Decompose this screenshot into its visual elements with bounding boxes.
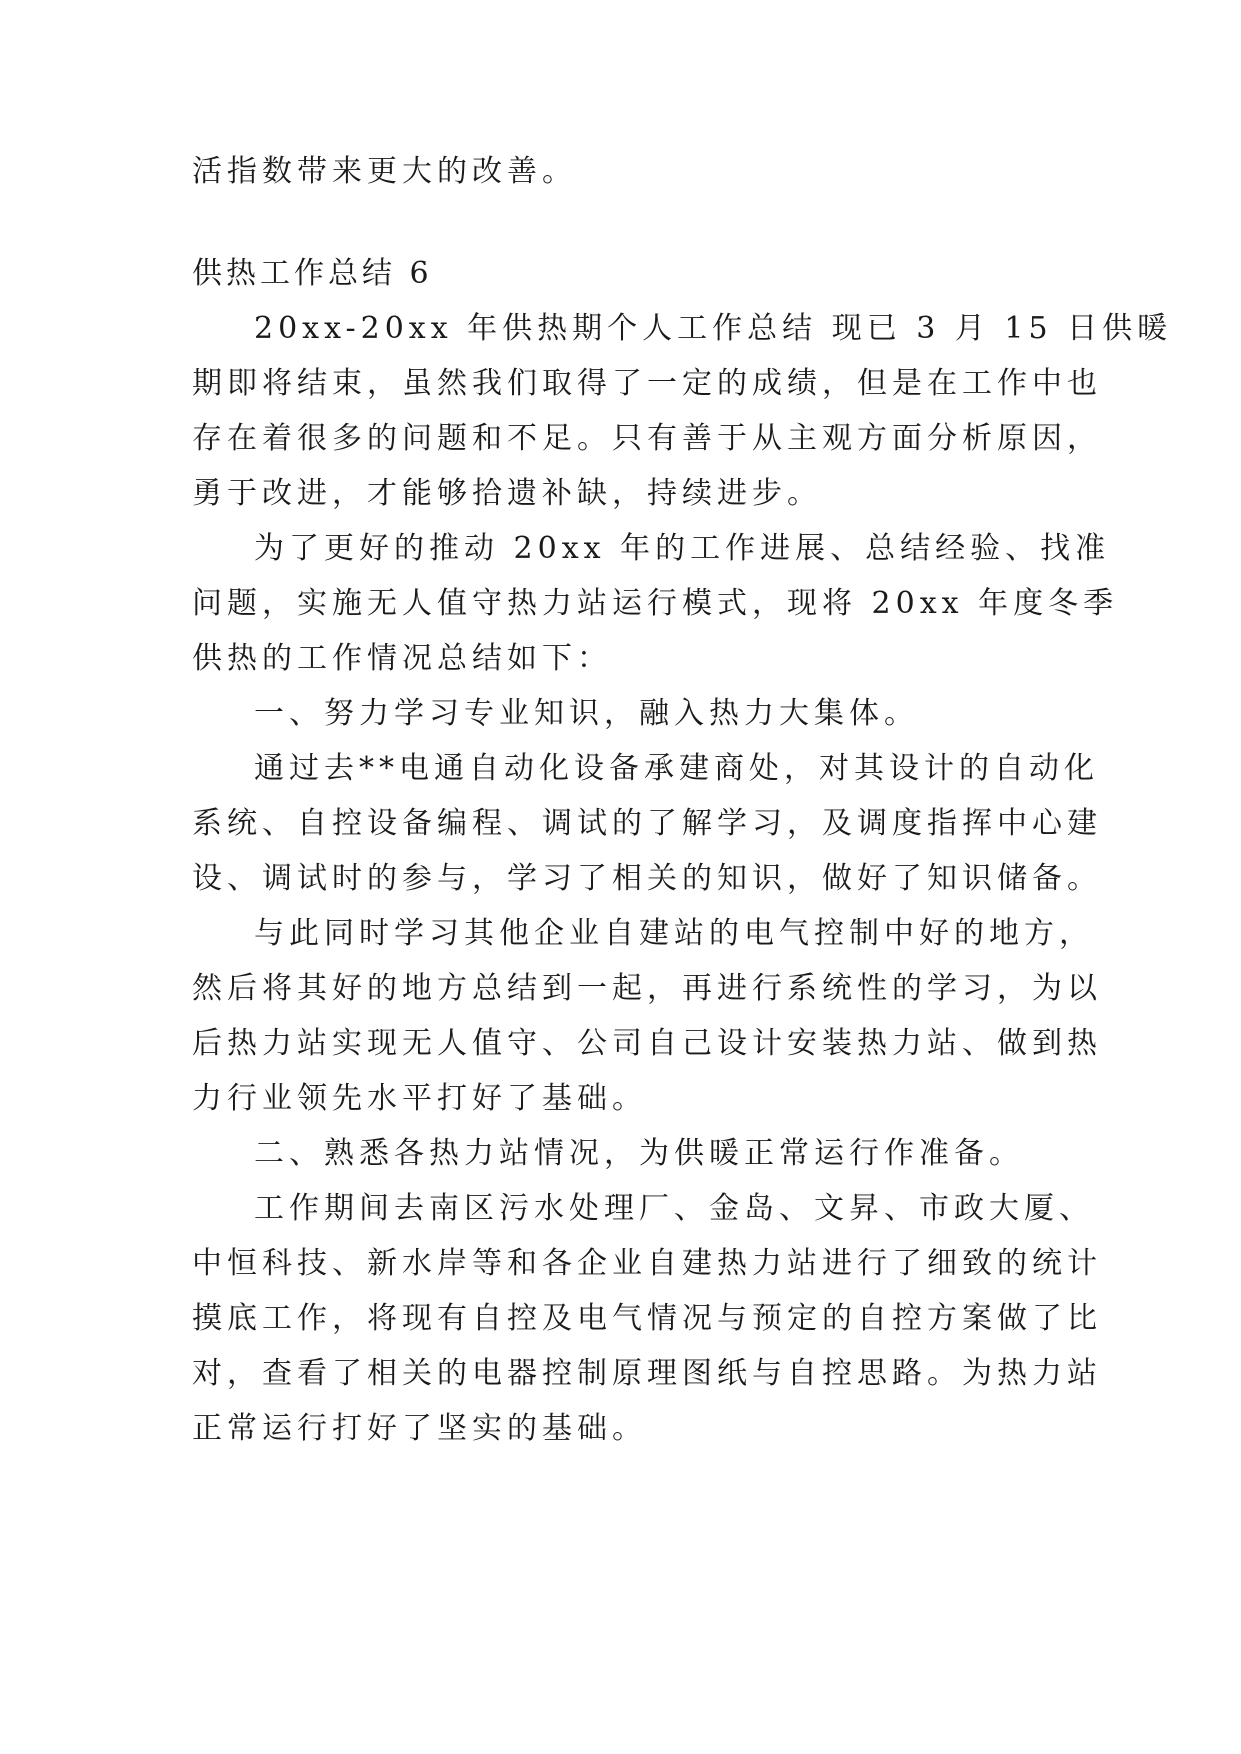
text-line: 中恒科技、新水岸等和各企业自建热力站进行了细致的统计 bbox=[192, 1246, 1102, 1281]
text-line: 20xx-20xx 年供热期个人工作总结 现已 3 月 15 日供暖 bbox=[254, 311, 1173, 346]
text-line: 力行业领先水平打好了基础。 bbox=[192, 1081, 647, 1116]
text-line: 然后将其好的地方总结到一起，再进行系统性的学习，为以 bbox=[192, 971, 1102, 1006]
text-line: 与此同时学习其他企业自建站的电气控制中好的地方， bbox=[254, 916, 1094, 951]
text-line: 问题，实施无人值守热力站运行模式，现将 20xx 年度冬季 bbox=[192, 586, 1119, 621]
text-line: 正常运行打好了坚实的基础。 bbox=[192, 1411, 647, 1446]
text-line: 勇于改进，才能够拾遗补缺，持续进步。 bbox=[192, 476, 822, 511]
text-line: 通过去**电通自动化设备承建商处，对其设计的自动化 bbox=[254, 751, 1099, 786]
text-line: 期即将结束，虽然我们取得了一定的成绩，但是在工作中也 bbox=[192, 366, 1102, 401]
text-line: 设、调试时的参与，学习了相关的知识，做好了知识储备。 bbox=[192, 861, 1102, 896]
text-line: 系统、自控设备编程、调试的了解学习，及调度指挥中心建 bbox=[192, 806, 1102, 841]
text-line: 活指数带来更大的改善。 bbox=[192, 154, 577, 189]
text-line: 对，查看了相关的电器控制原理图纸与自控思路。为热力站 bbox=[192, 1356, 1102, 1391]
text-line: 后热力站实现无人值守、公司自己设计安装热力站、做到热 bbox=[192, 1026, 1102, 1061]
text-line: 工作期间去南区污水处理厂、金岛、文昇、市政大厦、 bbox=[254, 1191, 1094, 1226]
text-line: 供热的工作情况总结如下： bbox=[192, 641, 612, 676]
section-heading: 供热工作总结 6 bbox=[192, 256, 433, 291]
text-line: 为了更好的推动 20xx 年的工作进展、总结经验、找准 bbox=[254, 531, 1111, 566]
text-line: 存在着很多的问题和不足。只有善于从主观方面分析原因， bbox=[192, 421, 1102, 456]
text-line: 摸底工作，将现有自控及电气情况与预定的自控方案做了比 bbox=[192, 1301, 1102, 1336]
subheading-2: 二、熟悉各热力站情况，为供暖正常运行作准备。 bbox=[254, 1136, 1024, 1171]
subheading-1: 一、努力学习专业知识，融入热力大集体。 bbox=[254, 696, 919, 731]
